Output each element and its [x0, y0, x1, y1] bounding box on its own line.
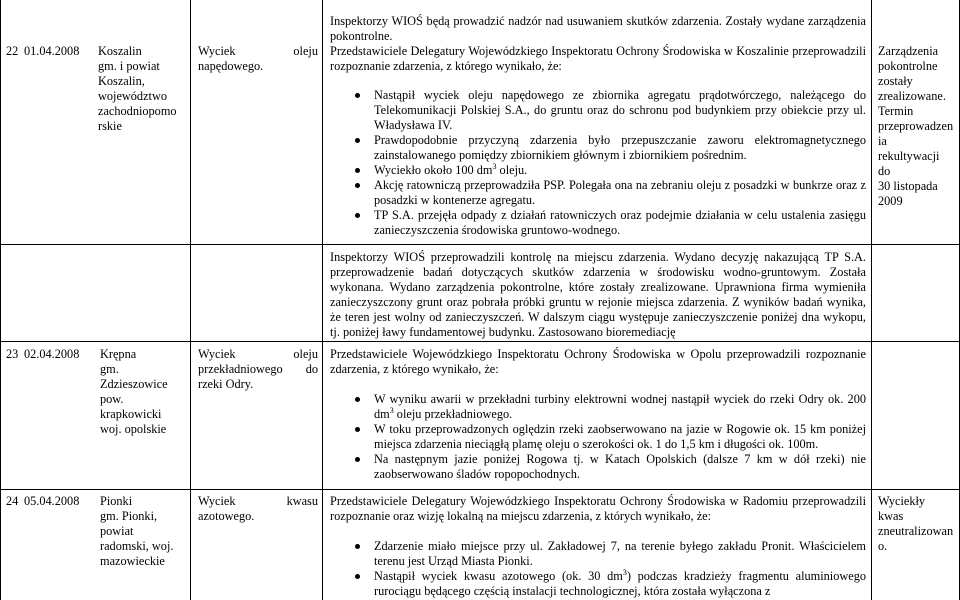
table-row-divider: [0, 244, 960, 245]
description-intro: Przedstawiciele Delegatury Wojewódzkiego Inspektoratu Ochrony Środowiska w Koszalinie przeprowadzili rozpoznanie zdarzenia, z którego wynikało, że:: [330, 44, 866, 73]
list-item: Na następnym jazie poniżej Rogowa tj. w Katach Opolskich (dalsze 7 km w dół rzeki) nie zaobserwowano śladów ropopochodnych.: [352, 452, 866, 482]
description-pre: Inspektorzy WIOŚ będą prowadzić nadzór nad usuwaniem skutków zdarzenia. Zostały wydane zarządzenia pokontrolne.: [330, 14, 866, 43]
description-cell: [330, 494, 866, 599]
list-item: Zdarzenie miało miejsce przy ul. Zakładowej 7, na terenie byłego zakładu Pronit. Właścicielem terenu jest Urząd Miasta Pionki.: [352, 539, 866, 569]
table-row-divider: [0, 489, 960, 490]
description-intro: Przedstawiciele Delegatury Wojewódzkiego Inspektoratu Ochrony Środowiska w Radomiu przeprowadzili rozpoznanie oraz wizję lokalną na miejscu zdarzenia, z których wynikało, że:: [330, 494, 866, 523]
location-cell: Pionki gm. Pionki, powiat radomski, woj. mazowieckie: [100, 494, 174, 568]
status-cell: Wyciekły kwas zneutralizowan o.: [878, 494, 954, 553]
list-item: Akcję ratowniczą przeprowadziła PSP. Polegała ona na zebraniu oleju z posadzki w bunkrze oraz z posadzki w kontenerze agregatu.: [352, 178, 866, 208]
list-item: Nastąpił wyciek oleju napędowego ze zbiornika agregatu prądotwórczego, należącego do Telekomunikacji Polskiej S.A., do gruntu oraz do schronu pod budynkiem przy obiekcie przy ul. Władysława IV.: [352, 88, 866, 133]
table-row-divider: [0, 341, 960, 342]
location-cell: Krępna gm. Zdzieszowice pow. krapkowicki woj. opolskie: [100, 347, 168, 436]
location-cell: Koszalin gm. i powiat Koszalin, województwo zachodniopomo rskie: [98, 44, 177, 133]
incident-type-cell: Wyciek oleju napędowego.: [198, 44, 318, 73]
status-cell: Zarządzenia pokontrolne zostały zrealizowane. Termin przeprowadzen ia rekultywacji do 30 listopada 2009: [878, 44, 954, 208]
description-intro: Przedstawiciele Wojewódzkiego Inspektoratu Ochrony Środowiska w Opolu przeprowadzili rozpoznanie zdarzenia, z którego wynikało, że:: [330, 347, 866, 376]
description-bullets: [330, 392, 866, 482]
table-border-left: [0, 0, 1, 600]
description-bullets: [330, 539, 866, 599]
row-number-date: 22 01.04.2008: [6, 44, 80, 58]
table-border-col1: [190, 0, 191, 600]
incident-type-cell: Wyciek kwasu azotowego.: [198, 494, 318, 523]
list-item: W wyniku awarii w przekładni turbiny elektrowni wodnej nastąpił wyciek do rzeki Odry ok. 200 $dm^3$ oleju przekładniowego.: [352, 392, 866, 422]
description-bullets: [330, 88, 866, 238]
description-pre-cell: Inspektorzy WIOŚ przeprowadzili kontrolę na miejscu zdarzenia. Wydano decyzję nakazującą TP S.A. przeprowadzenie badań dotyczących skutków zdarzenia w środowisku wodno-gruntowym. Została wykonana. Wydano zarządzenia pokontrolne, które zostały zrealizowane. Uprawniona firma wymieniła zanieczyszczony grunt oraz pobrała próbki gruntu w rejonie miejsca zdarzenia. Z wyników badań wynika, że teren jest wolny od zanieczyszczeń. W dalszym ciągu występuje zanieczyszczenie poniżej dna wykopu, tj. poniżej ławy fundamentowej budynku. Zastosowano bioremediację: [330, 250, 866, 339]
list-item: TP S.A. przejęła odpady z działań ratowniczych oraz podejmie działania w celu ustalenia zasięgu zanieczyszczenia środowiska gruntowo-wodnego.: [352, 208, 866, 238]
list-item: Nastąpił wyciek kwasu azotowego (ok. 30 $dm^3$) podczas kradzieży fragmentu aluminiowego rurociągu będącego częścią instalacji technologicznej, która została wyłączona z: [352, 569, 866, 599]
description-cell: [330, 347, 866, 482]
row-number-date: 23 02.04.2008: [6, 347, 80, 361]
incident-type-cell: Wyciek oleju przekładniowego do rzeki Odry.: [198, 347, 318, 391]
table-border-col3: [871, 0, 872, 600]
row-number-date: 24 05.04.2008: [6, 494, 80, 508]
list-item: Wyciekło około 100 $dm^3$ oleju.: [352, 163, 866, 178]
description-cell: [330, 14, 866, 238]
table-border-col2: [322, 0, 323, 600]
list-item: Prawdopodobnie przyczyną zdarzenia było przepuszczanie zaworu elektromagnetycznego zainstalowanego pomiędzy zbiornikiem głównym i zbiornikiem pośrednim.: [352, 133, 866, 163]
list-item: W toku przeprowadzonych oględzin rzeki zaobserwowano na jazie w Rogowie ok. 15 km poniżej miejsca zdarzenia nieciągłą plamę oleju o szerokości ok. 1 do 1,5 km i długości ok. 100m.: [352, 422, 866, 452]
